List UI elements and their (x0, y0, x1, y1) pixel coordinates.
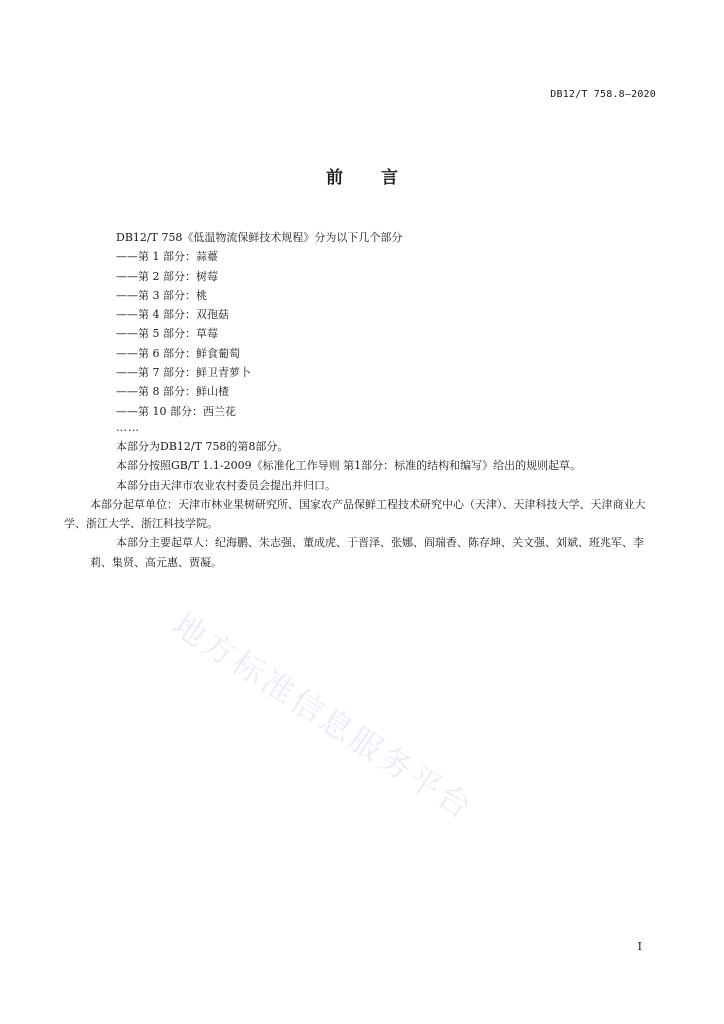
list-item: ——第 3 部分：桃 (116, 288, 207, 302)
paragraph-proposer: 本部分由天津市农业农村委员会提出并归口。 (116, 478, 336, 492)
paragraph-part-number: 本部分为DB12/T 758的第8部分。 (116, 439, 289, 453)
list-item: ——第 4 部分：双孢菇 (116, 308, 229, 322)
intro-line: DB12/T 758《低温物流保鲜技术规程》分为以下几个部分 (116, 231, 403, 244)
list-item: ——第 1 部分：蒜薹 (116, 250, 218, 264)
list-item: ——第 10 部分：西兰花 (116, 404, 236, 418)
foreword-body (64, 228, 660, 572)
paragraph-drafting-units: 本部分起草单位：天津市林业果树研究所、国家农产品保鲜工程技术研究中心（天津）、天津科技大学、天津商业大学、浙江大学、浙江科技学院。 (64, 497, 646, 531)
watermark: 地方标准信息服务平台 (166, 605, 481, 828)
list-item: ——第 2 部分：树莓 (116, 269, 218, 283)
ellipsis: …… (116, 420, 140, 434)
list-item: ——第 7 部分：鲜卫青萝卜 (116, 366, 251, 380)
standard-code: DB12/T 758.8—2020 (550, 89, 656, 100)
list-item: ——第 5 部分：草莓 (116, 327, 218, 341)
paragraph-drafting-rules: 本部分按照GB/T 1.1-2009《标准化工作导则 第1部分：标准的结构和编写》给出的规则起草。 (116, 459, 582, 473)
list-item: ——第 8 部分：鲜山楂 (116, 385, 229, 399)
page-number: I (637, 940, 642, 953)
list-item: ——第 6 部分：鲜食葡萄 (116, 346, 240, 360)
parts-list (90, 247, 660, 421)
page-title: 前 言 (326, 168, 398, 188)
paragraph-drafters: 本部分主要起草人：纪海鹏、朱志强、董成虎、于晋泽、张娜、阎瑞香、陈存坤、关文强、刘斌、班兆军、李莉、集贤、高元惠、贾凝。 (90, 536, 644, 569)
